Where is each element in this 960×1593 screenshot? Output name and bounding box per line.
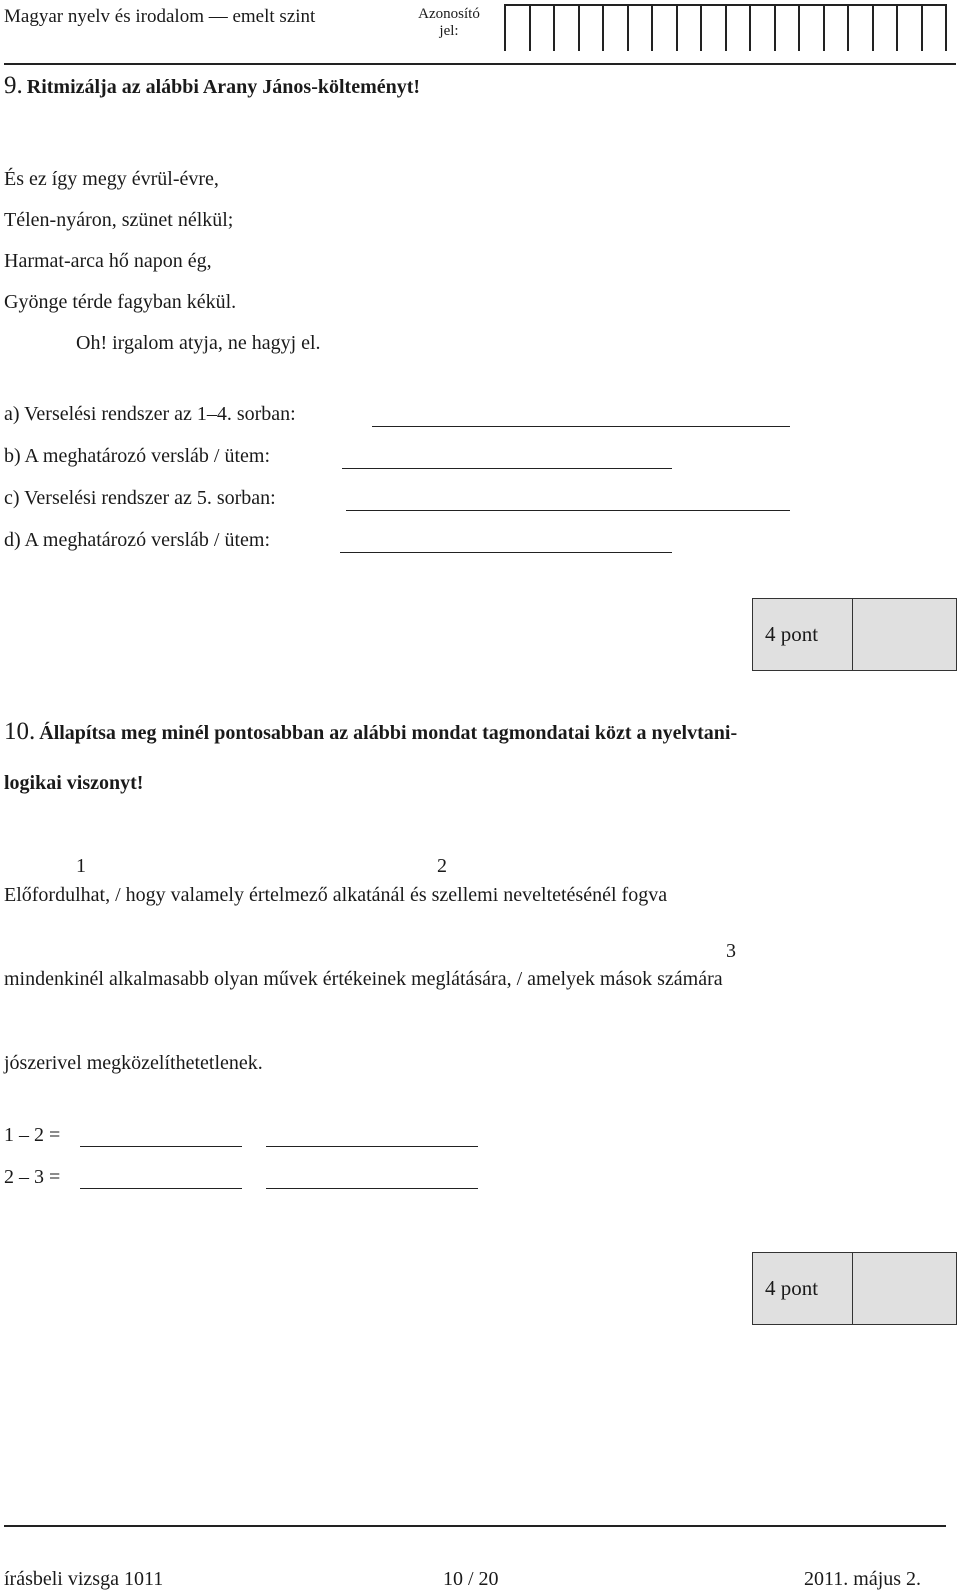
id-box[interactable]: [653, 4, 678, 51]
id-box[interactable]: [825, 4, 850, 51]
answer-line-2-3-a[interactable]: [80, 1188, 242, 1189]
id-box[interactable]: [555, 4, 580, 51]
id-box[interactable]: [898, 4, 923, 51]
question-9-heading: [4, 72, 420, 100]
id-box[interactable]: [923, 4, 948, 51]
answer-1-label: 1 – 2 =: [4, 1124, 61, 1146]
item-a-label: a) Verselési rendszer az 1–4. sorban:: [4, 403, 296, 425]
id-code-boxes[interactable]: [504, 4, 947, 51]
footer-date: 2011. május 2.: [804, 1568, 922, 1590]
id-box[interactable]: [800, 4, 825, 51]
answer-line-b[interactable]: [342, 468, 672, 469]
id-box[interactable]: [580, 4, 605, 51]
score-field[interactable]: [853, 1253, 956, 1324]
clause-marker-2: 2: [437, 855, 447, 877]
poem-line: Gyönge térde fagyban kékül.: [4, 291, 237, 313]
id-box[interactable]: [874, 4, 899, 51]
id-box[interactable]: [702, 4, 727, 51]
poem-line: Harmat-arca hő napon ég,: [4, 250, 212, 272]
question-text: Állapítsa meg minél pontosabban az alábbi mondat tagmondatai közt a nyelvtani-: [39, 722, 738, 744]
id-box[interactable]: [751, 4, 776, 51]
item-c-label: c) Verselési rendszer az 5. sorban:: [4, 487, 276, 509]
sentence-line: Előfordulhat, / hogy valamely értelmező alkatánál és szellemi neveltetésénél fogva: [4, 884, 668, 906]
answer-line-1-2-a[interactable]: [80, 1146, 242, 1147]
answer-line-2-3-b[interactable]: [266, 1188, 478, 1189]
footer-rule: [4, 1525, 946, 1527]
clause-marker-3: 3: [726, 940, 736, 962]
answer-line-c[interactable]: [346, 510, 790, 511]
poem-line: Télen-nyáron, szünet nélkül;: [4, 209, 234, 231]
id-box[interactable]: [604, 4, 629, 51]
sentence-line: mindenkinél alkalmasabb olyan művek értékeinek meglátására, / amelyek mások számára: [4, 968, 723, 990]
score-label: 4 pont: [753, 1253, 853, 1324]
id-label: [404, 6, 494, 40]
score-label: 4 pont: [753, 599, 853, 670]
id-box[interactable]: [506, 4, 531, 51]
question-text: Ritmizálja az alábbi Arany János-költeményt!: [26, 76, 421, 98]
score-field[interactable]: [853, 599, 956, 670]
id-box[interactable]: [849, 4, 874, 51]
item-b-label: b) A meghatározó versláb / ütem:: [4, 445, 271, 467]
id-box[interactable]: [678, 4, 703, 51]
header-rule: [4, 63, 956, 65]
score-box-q10: [752, 1252, 957, 1325]
question-text-continued: logikai viszonyt!: [4, 772, 144, 794]
id-box[interactable]: [531, 4, 556, 51]
id-box[interactable]: [727, 4, 752, 51]
answer-line-d[interactable]: [340, 552, 672, 553]
answer-line-1-2-b[interactable]: [266, 1146, 478, 1147]
footer-page-number: 10 / 20: [443, 1568, 499, 1590]
id-box[interactable]: [629, 4, 654, 51]
answer-2-label: 2 – 3 =: [4, 1166, 61, 1188]
question-10-heading: [4, 718, 737, 746]
footer-exam-code: írásbeli vizsga 1011: [4, 1568, 164, 1590]
clause-marker-1: 1: [76, 855, 86, 877]
poem-line: Oh! irgalom atyja, ne hagyj el.: [76, 332, 321, 354]
item-d-label: d) A meghatározó versláb / ütem:: [4, 529, 271, 551]
header-title: Magyar nyelv és irodalom — emelt szint: [4, 6, 316, 27]
answer-line-a[interactable]: [372, 426, 790, 427]
sentence-line: jószerivel megközelíthetetlenek.: [4, 1052, 263, 1074]
poem-line: És ez így megy évrül-évre,: [4, 168, 219, 190]
question-number: 9.: [4, 72, 23, 99]
id-label-line2: jel:: [439, 23, 459, 39]
id-label-line1: Azonosító: [418, 6, 480, 22]
score-box-q9: [752, 598, 957, 671]
id-box[interactable]: [776, 4, 801, 51]
question-number: 10.: [4, 718, 36, 745]
